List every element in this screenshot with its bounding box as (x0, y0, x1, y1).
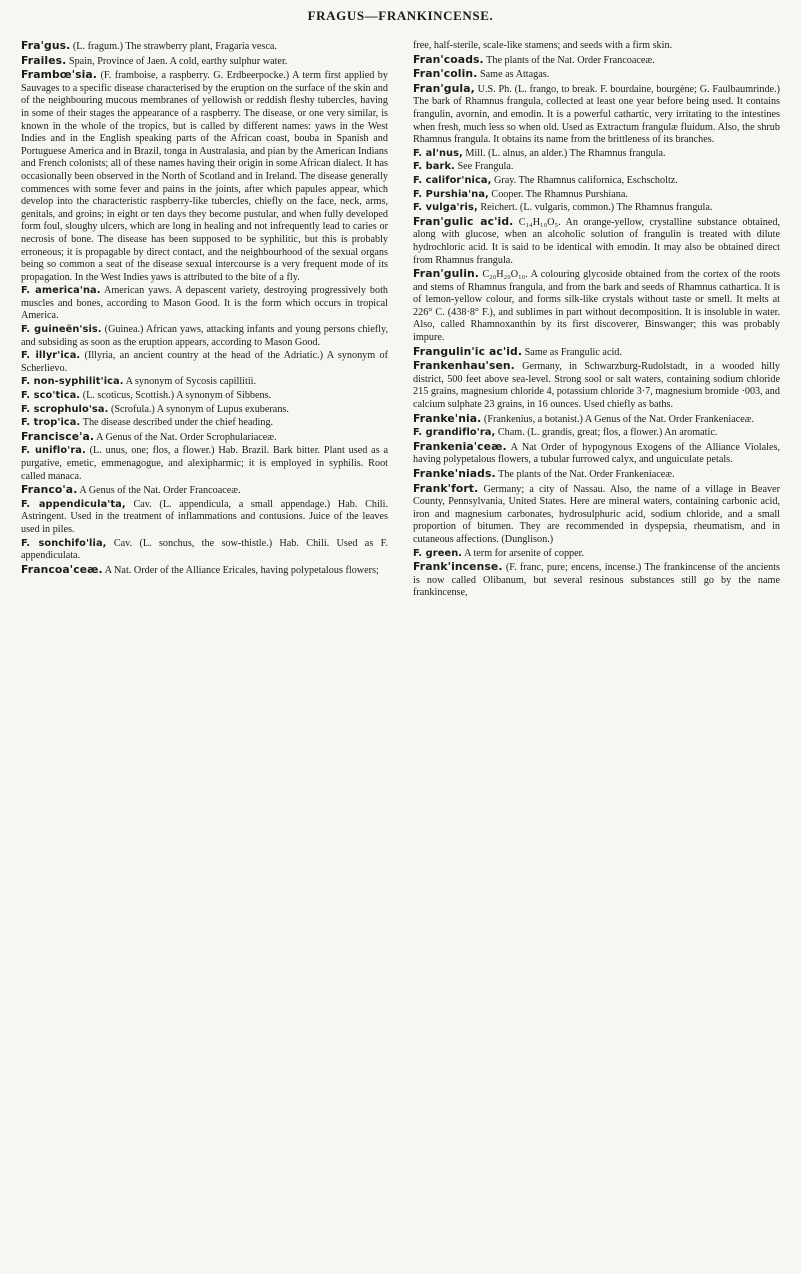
sub-entry (21, 417, 388, 430)
dictionary-entry (413, 360, 780, 411)
entry-headword: Franke'niads. (413, 467, 496, 480)
entry-definition: (Scrofula.) A synonym of Lupus exuberans. (110, 403, 289, 415)
entry-definition: Germany; a city of Nassau. Also, the name of a village in Beaver County, Pennsylvania, United States. Here are mineral waters, containing carbonic acid, iron and magnesium carbonates, hydrosulphuric acid, sodium chloride, and a small proportion of bitumen. They are recommended in dyspepsia, rheumatism, and in cutaneous affections. (Dunglison.) (413, 483, 781, 545)
entry-definition: Cav. (L. appendicula, a small appendage.) Hab. Chili. Astringent. Used in the treatment of inflammations and contusions. Juice of the leaves used in piles. (21, 498, 389, 535)
sub-entry (413, 189, 780, 202)
entry-headword: Frailes. (21, 53, 67, 67)
columns (21, 40, 780, 601)
entry-definition: Cav. (L. sonchus, the sow-thistle.) Hab. Chili. Used as F. appendiculata. (21, 537, 389, 562)
entry-headword: F. america'na. (21, 285, 101, 297)
entry-definition: U.S. Ph. (L. frango, to break. F. bourdaine, bourgène; G. Faulbaumrinde.) The bark of Rhamnus frangula, collected at least one year before being used. It contains frangulin, avornin, and emodin. It is a powerful cathartic, very irritating to the intestines when fresh, much less so when old. Used as Extractum frangulæ fluidum. Also, the shrub Rhamnus frangula. It obtains its name from the brittleness of its branches. (413, 83, 780, 146)
sub-entry (21, 445, 388, 483)
entry-headword: F. sco'tica. (21, 390, 81, 402)
sub-entry (21, 350, 388, 375)
dictionary-entry (413, 216, 780, 267)
entry-definition: Cooper. The Rhamnus Purshiana. (491, 188, 628, 200)
entry-definition: A Nat. Order of the Alliance Ericales, having polypetalous flowers; (104, 564, 379, 576)
sub-entry (413, 427, 780, 440)
entry-headword: F. illyr'ica. (21, 350, 81, 362)
entry-headword: F. al'nus, (413, 147, 463, 159)
sub-entry (21, 499, 388, 537)
entry-headword: Francoa'ceæ. (21, 562, 103, 576)
entry-headword: F. califor'nica, (413, 174, 492, 186)
entry-definition: (Frankenius, a botanist.) A Genus of the Nat. Order Frankeniaceæ. (483, 413, 755, 425)
dictionary-entry (21, 431, 388, 445)
entry-definition: A Genus of the Nat. Order Scrophulariaceæ. (96, 431, 277, 443)
entry-definition: Same as Frangulic acid. (524, 346, 622, 358)
dictionary-entry (413, 68, 780, 82)
entry-definition: The plants of the Nat. Order Frankeniaceæ. (498, 469, 675, 480)
dictionary-entry (413, 441, 780, 467)
entry-headword: F. non-syphilit'ica. (21, 376, 124, 388)
entry-definition: Same as Attagas. (479, 69, 550, 81)
entry-headword: F. green. (413, 547, 463, 559)
dictionary-entry (413, 561, 780, 600)
entry-headword: Francisce'a. (21, 429, 95, 443)
entry-headword: F. appendicula'ta, (21, 498, 126, 510)
entry-definition: American yaws. A depascent variety, destroying progressively both muscles and bones, according to Mason Good. It is the form which occurs in tropical America. (21, 285, 388, 322)
sub-entry (21, 324, 388, 349)
entry-definition: (Guinea.) African yaws, attacking infants and young persons chiefly, and subsiding as soon as the eruption appears, according to Mason Good. (21, 324, 388, 348)
entry-headword: F. Purshia'na, (413, 188, 489, 200)
entry-definition: Mill. (L. alnus, an alder.) The Rhamnus frangula. (465, 147, 666, 159)
entry-headword: Franco'a. (21, 483, 78, 497)
dictionary-entry (413, 40, 780, 53)
dictionary-entry (413, 483, 780, 547)
entry-definition: (L. fragum.) The strawberry plant, Fragaria vesca. (72, 41, 277, 52)
entry-headword: F. bark. (413, 161, 455, 173)
entry-headword: F. scrophulo'sa. (21, 403, 109, 415)
entry-headword: F. trop'ica. (21, 417, 81, 429)
dictionary-entry (413, 83, 780, 147)
sub-entry (413, 161, 780, 174)
sub-entry (21, 390, 388, 403)
sub-entry (21, 285, 388, 323)
dictionary-entry (21, 564, 388, 578)
entry-definition: (F. framboise, a raspberry. G. Erdbeerpocke.) A term first applied by Sauvages to a specific disease characterised by the eruption on the surface of the skin and of the neighbouring mucous membranes of yellowish or reddish fleshy tubercles, having in some of their stages the appearance of a raspberry. The disease, or one very similar, is known in the whole of the tropics, but is called by different names: yaws in the West Indies and in the English speaking parts of the African coast, bouba in Spanish and Portuguese America and in Brazil, tonga in Australasia, and pian by the American Indians and French colonists; all of these names having their origin in some African dialect. It has occasionally been observed in the North of Scotland and in Ireland. The disease generally commences with some fever and pains in the joints, after which papules appear, which develop into the characteristic raspberry-like tubercles, chiefly on the face, neck, arms, genitals, and groins; in eight or ten days they become pustular, and when fully developed form foul, sloughy ulcers, which are long in healing and not infrequently lead to caries or necrosis of bone. The disease has been supposed to be syphilitic, but this is probably erroneous; it is propagable by direct contact, and the neighbourhood of the sexual organs being so common a seat of the disease sexual intercourse is a very frequent mode of its propagation. In the West Indies yaws is attributed to the bite of a fly. (21, 70, 388, 283)
entry-definition: Germany, in Schwarzburg-Rudolstadt, in a wooded hilly district, 500 feet above sea-level. Strong sool or salt waters, containing sodium chloride 215 grains, magnesium chloride 4, potassium chloride 3·7, magnesium bromide ·003, and calcium sulphate 23 grains, in 16 ounces. Used chiefly as baths. (413, 361, 781, 411)
sub-entry (413, 148, 780, 161)
entry-definition: C₂₀H₂₀O₁₀. A colouring glycoside obtained from the cortex of the roots and stems of Rhamnus frangula, and from the bark and seeds of Rhamnus cathartica. It is of lemon-yellow colour, and forms silk-like crystals without taste or smell. It melts at 226° C. (438·8° F.), and sublimes in part without decomposition. It is insoluble in water. Also, called Rhamnoxanthin by its first discoverer, Binswanger; this was probably impure. (413, 269, 781, 344)
dictionary-entry (21, 69, 388, 284)
dictionary-entry (413, 268, 780, 345)
entry-headword: Fran'coads. (413, 52, 484, 66)
entry-definition: Reichert. (L. vulgaris, common.) The Rhamnus frangula. (480, 202, 713, 214)
right-column (413, 40, 780, 601)
entry-headword: Fran'gulin. (413, 267, 479, 281)
entry-headword: Fran'gula, (413, 81, 475, 95)
left-column (21, 40, 388, 578)
entry-headword: Frank'incense. (413, 560, 503, 574)
entry-definition: (Illyria, an ancient country at the head of the Adriatic.) A synonym of Scherlievo. (21, 350, 388, 374)
entry-headword: Frank'fort. (413, 481, 479, 495)
sub-entry (413, 202, 780, 215)
entry-headword: Frankenia'ceæ. (413, 439, 507, 453)
entry-definition: The plants of the Nat. Order Francoaceæ. (486, 54, 655, 66)
sub-entry (21, 538, 388, 563)
entry-headword: Fran'colin. (413, 67, 478, 81)
entry-headword: F. uniflo'ra. (21, 445, 86, 457)
running-head: FRAGUS—FRANKINCENSE. (307, 8, 494, 23)
entry-definition: (L. unus, one; flos, a flower.) Hab. Brazil. Bark bitter. Plant used as a purgative, emetic, emmenagogue, and alexipharmic; it is employed in syphilis. Root called manaca. (21, 445, 389, 482)
entry-definition: A Genus of the Nat. Order Francoaceæ. (79, 485, 241, 497)
entry-headword: Fran'gulic ac'id. (413, 214, 514, 228)
entry-headword: Frambœ'sia. (21, 68, 98, 82)
sub-entry (21, 404, 388, 417)
entry-headword: Fra'gus. (21, 39, 71, 52)
entry-headword: Frankenhau'sen. (413, 359, 515, 373)
sub-entry (413, 175, 780, 188)
entry-headword: Frangulin'ic ac'id. (413, 344, 523, 358)
sub-entry (413, 548, 780, 561)
dictionary-entry (413, 468, 780, 482)
entry-headword: F. guineën'sis. (21, 324, 102, 336)
dictionary-entry (21, 55, 388, 69)
dictionary-entry (413, 413, 780, 427)
entry-definition: free, half-sterile, scale-like stamens; and seeds with a firm skin. (413, 40, 673, 51)
entry-headword: F. vulga'ris, (413, 202, 478, 214)
entry-definition: (F. franc, pure; encens, incense.) The frankincense of the ancients is now called Olibanum, but several resinous substances still go by the name frankincense, (413, 562, 780, 599)
entry-headword: F. sonchifo'lia, (21, 537, 107, 549)
dictionary-entry (21, 484, 388, 498)
entry-definition: Cham. (L. grandis, great; flos, a flower.) An aromatic. (497, 427, 718, 439)
sub-entry (21, 376, 388, 389)
entry-headword: Franke'nia. (413, 411, 482, 425)
entry-definition: Spain, Province of Jaen. A cold, earthy sulphur water. (68, 55, 288, 67)
entry-headword: F. grandiflo'ra, (413, 427, 496, 439)
entry-definition: C₁₄H₁₀O₅. An orange-yellow, crystalline substance obtained, along with glucose, when an alcoholic solution of frangulin is treated with dilute hydrochloric acid. It is said to be identical with emodin. It may also be obtained direct from Rhamnus frangula. (413, 216, 780, 266)
entry-definition: A synonym of Sycosis capillitii. (125, 376, 257, 388)
entry-definition: Gray. The Rhamnus californica, Eschscholtz. (493, 174, 678, 186)
entry-definition: The disease described under the chief heading. (82, 417, 274, 429)
dictionary-entry (413, 346, 780, 360)
entry-definition: A term for arsenite of copper. (464, 547, 585, 559)
entry-definition: A Nat Order of hypogynous Exogens of the Alliance Violales, having polypetalous flowers, a tubular furrowed calyx, and unguiculate petals. (413, 441, 781, 466)
entry-definition: See Frangula. (457, 161, 514, 173)
dictionary-entry (21, 40, 388, 54)
entry-definition: (L. scoticus, Scottish.) A synonym of Sibbens. (82, 390, 272, 402)
dictionary-entry (413, 54, 780, 68)
